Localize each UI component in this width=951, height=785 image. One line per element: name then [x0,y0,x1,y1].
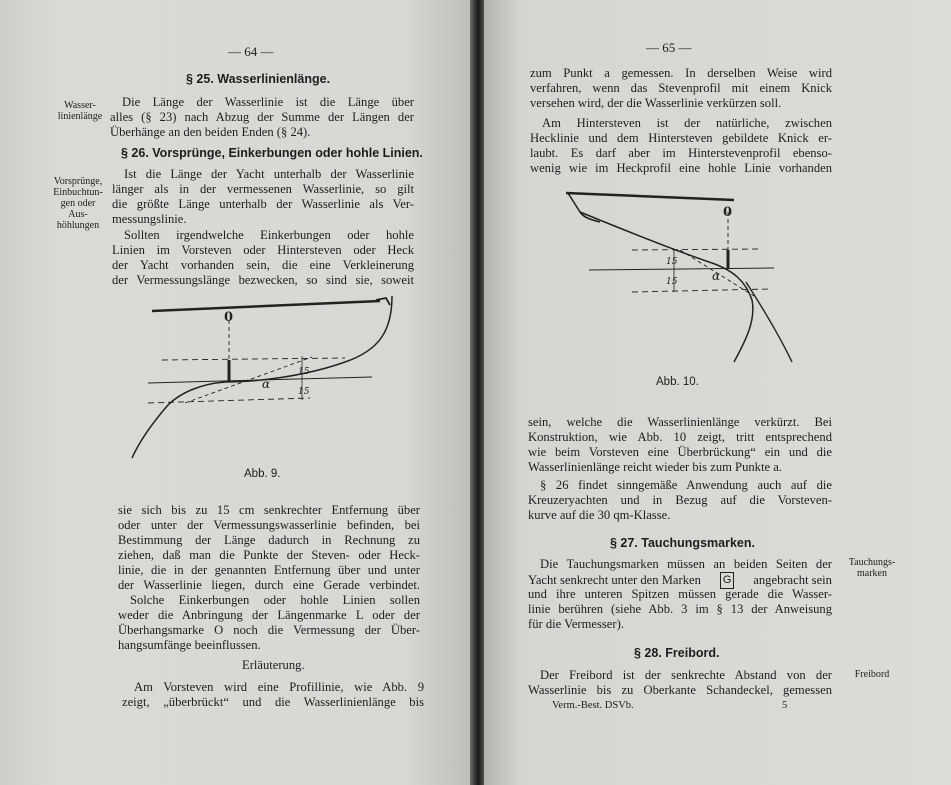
fig10-label-alpha: α [712,269,721,283]
fig9-dashed-upper [162,358,345,360]
fig10-dashed-upper [632,249,759,250]
section-26-heading: § 26. Vorsprünge, Einkerbungen oder hohle Linien. [121,146,423,160]
margin-note-vorspruenge: Vorsprünge, Einbuchtun- gen oder Aus- höhlungen [53,176,103,231]
figure-9-bow-profile [0,0,474,785]
fig10-deck-line [566,193,734,200]
section-27-heading: § 27. Tauchungsmarken. [610,536,755,550]
left-page: — 64 — § 25. Wasserlinienlänge. Wasser- linienlänge Die Länge der Wasserlinie ist die Länge über alles (§ 23) nach Abzug der Summe der Längen der Überhänge an den beiden Enden (§ 24). § 26. Vorsprünge, Einkerbungen oder hohle Linien. Vorsprünge, Einbuchtun- gen oder Aus- höhlungen Ist die Länge der Yacht unterhalb der Wasserlinie länger als in der vermessenen Wasserlinie, so gilt die größte Länge unterhalb der Wasserlinie als Ver- messungslinie. Sollten irgendwelche Einkerbungen oder hohle Linien im Vorsteven oder Hintersteven oder Heck der Yacht vorhanden sein, die eine Verkleinerung der Vermessungslänge bezwecken, so sind sie, soweit 0 α 15 15 Abb. 9. sie sich bis zu 15 cm senkrechter Entfernung über oder unter der Vermessungswasserlinie befinden, bei Bestimmung der Länge dadurch in Rechnung zu ziehen, daß man die Punkte der Steven- oder Heck- linie, die in der genannten Entfernung über und unter der Wasserlinie liegen, durch eine Gerade verbindet. Solche Einkerbungen oder hohle Linien sollen weder die Anbringung der Längenmarke L oder der Überhangsmarke O noch die Vermessung der Über- hangsumfänge beeinflussen. Erläuterung. Am Vorsteven wird eine Profillinie, wie Abb. 9 zeigt, „überbrückt“ und die Wasserlinienlänge bis [0,0,474,785]
fig10-label-15a: 15 [666,257,678,267]
fig9-label-15a: 15 [298,367,310,377]
fig9-deck-line [152,301,380,311]
section-25-heading: § 25. Wasserlinienlänge. [186,72,331,86]
page-number-left: — 64 — [228,44,274,59]
figure-10-caption: Abb. 10. [656,376,699,388]
fig9-waterline [148,377,372,383]
section-28-heading: § 28. Freibord. [634,646,720,660]
footer-sheet-number: 5 [782,700,788,711]
fig10-label-15b: 15 [666,277,678,287]
fig9-label-zero: 0 [224,310,234,325]
margin-note-tauchungsmarken: Tauchungs- marken [848,557,896,579]
figure-9-caption: Abb. 9. [244,468,281,480]
g-mark-box: G [720,572,735,589]
right-page: — 65 — zum Punkt a gemessen. In derselben Weise wird verfahren, wenn das Stevenprofil mit einem Knick versehen wird, der die Wasserlinie verkürzen soll. Am Hintersteven ist der natürliche, zwischen Hecklinie und dem Hintersteven gebildete Knick er- laubt. Es darf aber im Hinterstevenprofil ebenso- wenig wie im Heckprofil eine hohle Linie vorhanden 0 α 15 15 Abb. 10. sein, welche die Wasserlinienlänge verkürzt. Bei Konstruktion, wie Abb. 10 zeigt, tritt entsprechend wie beim Vorsteven eine Überbrückung“ ein und die Wasserlinienlänge reicht wieder bis zum Punkte a. § 26 findet sinngemäße Anwendung auch auf die Kreuzeryachten und in Bezug auf die Vorsteven- kurve auf die 30 qm-Klasse. § 27. Tauchungsmarken. Tauchungs- marken Die Tauchungsmarken müssen an beiden Seiten der Yacht senkrecht unter den Marken G angebracht sein und ihre unteren Spitzen müssen gerade die Wasser- linie berühren (siehe Abb. 3 im § 13 der Anweisung für die Vermesser). § 28. Freibord. Freibord Der Freibord ist der senkrechte Abstand von der Wasserlinie bis zu Oberkante Schandeckel, gemessen Verm.-Best. DSVb. 5 [484,0,951,785]
fig10-label-zero: 0 [723,205,733,220]
fig10-hull-profile [580,212,753,362]
erlaeuterung-heading: Erläuterung. [242,658,305,672]
footer-signature: Verm.-Best. DSVb. [552,700,634,711]
page-number-right: — 65 — [646,40,692,55]
margin-note-freibord: Freibord [854,669,890,680]
fig10-sternpost [746,282,792,362]
fig9-label-alpha: α [262,377,271,391]
fig10-waterline [589,268,774,270]
margin-note-wasserlinienlaenge: Wasser- linienlänge [57,100,103,122]
fig9-label-15b: 15 [298,387,310,397]
